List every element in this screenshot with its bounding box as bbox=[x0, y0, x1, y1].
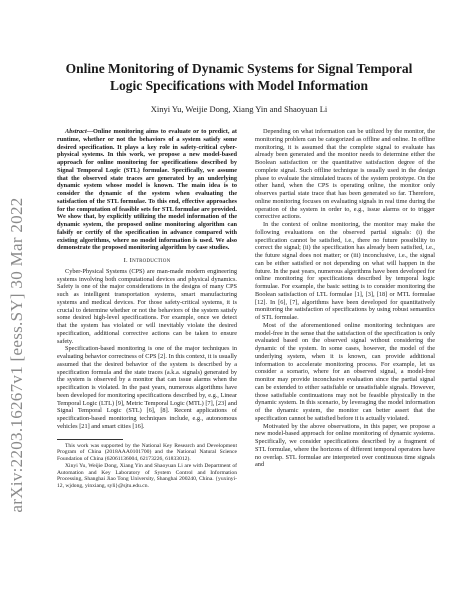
paragraph: Most of the aforementioned online monitoring techniques are model-free in the sense that the satisfaction of the specification is only evaluated based on the observed signal without considering the dynamic of the system. In some cases, however, the model of the underlying system, when it is known, can provide additional information to accelerate monitoring process. For example, let us consider a scenario, where for an observed signal, a model-free monitor may provide inconclusive evaluation since the partial signal can be extended to either satisfiable or unsatisfiable signals. However, those satisfiable continuations may not be feasible physically in the dynamic system. In this scenario, by leveraging the model information of the dynamic system, the monitor can better assert that the specification cannot be satisfied before it is actually violated. bbox=[255, 321, 435, 422]
footnote-rule bbox=[57, 439, 123, 440]
abstract-text: —Online monitoring aims to evaluate or to predict, at runtime, whether or not the behaviors of a system satisfy some desired specification. It plays a key role in safety-critical cyber-physical systems. In this work, we propose a new model-based approach for online monitoring for specifications described by Signal Temporal Logic (STL) formulae. Specifically, we assume that the observed state traces are generated by an underlying dynamic system whose model is known. The main idea is to consider the dynamic of the system when evaluating the satisfaction of the STL formulae. To this end, effective approaches for the computation of feasible sets for STL formulae are provided. We show that, by explicitly utilizing the model information of the dynamic system, the proposed online monitoring algorithm can falsify or certify of the specification in advance compared with existing algorithms, where no model information is used. We also demonstrate the proposed monitoring algorithm by case studies. bbox=[57, 128, 237, 252]
paragraph: In the context of online monitoring, the monitor may make the following evaluations on the observed partial signals: (i) the specification cannot be satisfied, i.e., there no future possibility to correct the signal; (ii) the specification has already been satisfied, i.e., the future signal does not matter; or (iii) inconclusive, i.e., the signal can be either satisfied or not depending on what will happen in the future. In the past years, numerous algorithms have been developed for online monitoring for specifications described by temporal logic formulae. For example, the basic setting is to consider monitoring the Boolean satisfaction of LTL formulae [1], [3], [18] or MTL formulae [12]. In [6], [7], algorithms have been developed for quantitatively monitoring the satisfaction of specifications by using robust semantics of STL formulae. bbox=[255, 221, 435, 321]
footnote-affiliation: Xinyi Yu, Weijie Dong, Xiang Yin and Shaoyuan Li are with Department of Automation and Key Laboratory of System Control and Information Processing, Shanghai Jiao Tong University, Shanghai 200240, China. {yuxinyi-12, wjdong, yinxiang, syli}@sjtu.edu.cn. bbox=[57, 462, 237, 490]
paragraph: Cyber-Physical Systems (CPS) are man-made modern engineering systems involving both computational devices and physical dynamics. Safety is one of the major considerations in the designs of many CPS such as intelligent transportation systems, smart manufacturing systems and medical devices. For those safety-critical systems, it is crucial to determine whether or not the behaviors of the system satisfy some desired high-level specifications. For example, once we detect that the system has violated or will inevitably violate the desired specification, additional corrective actions can be taken to ensure safety. bbox=[57, 267, 237, 345]
arxiv-id: arXiv:2203.16267v1 [eess.SY] 30 Mar 2022 bbox=[7, 197, 26, 513]
abstract-lead: Abstract bbox=[65, 128, 87, 135]
author-list: Xinyi Yu, Weijie Dong, Xiang Yin and Shaoyuan Li bbox=[150, 104, 328, 114]
right-column bbox=[255, 128, 435, 469]
paragraph: Specification-based monitoring is one of the major techniques in evaluating behavior correctness of CPS [2]. In this context, it is usually assumed that the desired behavior of the system is described by a specification formula and the state traces (a.k.a. signals) generated by the system is observed by a monitor that can issue alarms when the specification is violated. In the past years, numerous algorithms have been developed for monitoring specifications described by, e.g., Linear Temporal Logic (LTL) [9], Metric Temporal Logic (MTL) [7], [23] and Signal Temporal Logic (STL) [6], [8]. Recent applications of specification-based monitoring techniques include, e.g., autonomous vehicles [21] and smart cities [16]. bbox=[57, 345, 237, 430]
section-heading-introduction: I. Introduction bbox=[123, 257, 171, 264]
abstract bbox=[57, 128, 237, 252]
paragraph: Motivated by the above observations, in this paper, we propose a new model-based approach for online monitoring of dynamic systems. Specifically, we consider specifications described by a fragment of STL formulae, where the horizons of different temporal operators have no overlap. STL formulae are interpreted over continuous time signals and bbox=[255, 422, 435, 469]
footnote-funding: This work was supported by the National Key Research and Development Program of China (2018AAA0101700) and the National Natural Science Foundation of China (62061136004, 62173226, 61833012). bbox=[57, 442, 237, 463]
left-column bbox=[57, 128, 237, 490]
paragraph: Depending on what information can be utilized by the monitor, the monitoring problem can be categorized as offline and online. In offline monitoring, it is assumed that the complete signal to evaluate has already been generated and the monitor needs to determine either the Boolean satisfaction or the quantitative satisfaction degree of the complete signal. Such offline technique is usually used in the design phase to evaluate the simulated traces of the system prototype. On the other hand, when the CPS is operating online, the monitor only observes partial state trace that has been generated so far. Therefore, online monitoring focuses on evaluating signals in real time during the operation of the system in order to, e.g., issue alarms or to trigger corrective actions. bbox=[255, 128, 435, 221]
paper-title: Online Monitoring of Dynamic Systems for Signal Temporal Logic Specifications with Model Information bbox=[65, 61, 413, 93]
arxiv-stamp bbox=[0, 120, 34, 590]
